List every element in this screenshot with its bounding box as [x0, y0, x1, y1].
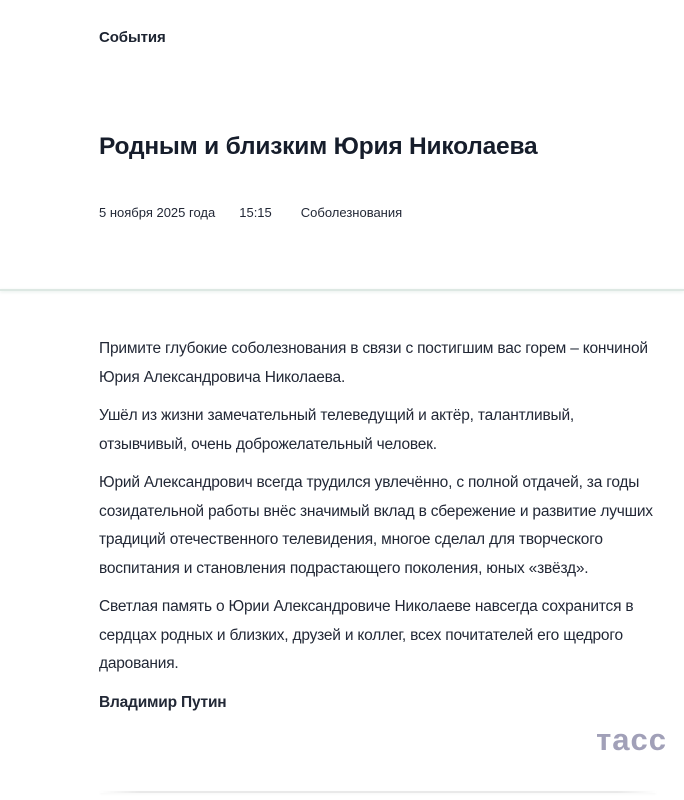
paragraph-4: Светлая память о Юрии Александровиче Николаеве навсегда сохранится в сердцах родных и близких, друзей и коллег, всех почитателей его щедрого дарования. [99, 598, 634, 672]
article-meta [99, 205, 402, 220]
header-divider [0, 289, 684, 291]
tass-logo-watermark: тасс [596, 722, 667, 757]
category-link-condolences[interactable]: Соболезнования [300, 205, 403, 220]
publication-time: 15:15 [239, 205, 272, 220]
publication-date: 5 ноября 2025 года [99, 205, 216, 220]
article-body [99, 335, 655, 727]
bottom-card-edge [100, 791, 656, 793]
paragraph-2: Ушёл из жизни замечательный телеведущий и актёр, талантливый, отзывчивый, очень доброжелательный человек. [99, 407, 575, 453]
paragraph-1: Примите глубокие соболезнования в связи с постигшим вас горем – кончиной Юрия Александровича Николаева. [99, 340, 648, 386]
section-label-events[interactable]: События [99, 29, 166, 46]
signature: Владимир Путин [99, 693, 227, 711]
paragraph-3: Юрий Александрович всегда трудился увлечённо, с полной отдачей, за годы созидательной работы внёс значимый вклад в сбережение и развитие лучших традиций отечественного телевидения, многое сделал для творческого воспитания и становления подрастающего поколения, юных «звёзд». [99, 474, 653, 577]
page-title: Родным и близким Юрия Николаева [99, 133, 538, 160]
